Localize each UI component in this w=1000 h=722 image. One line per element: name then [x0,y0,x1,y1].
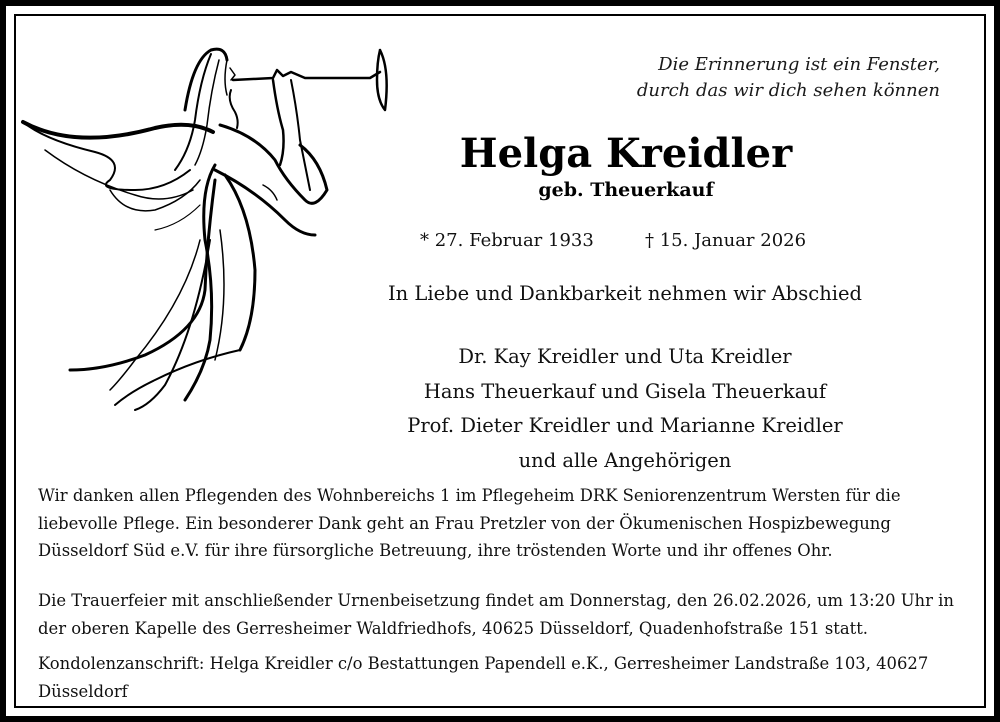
memorial-quote [637,52,940,104]
ceremony-paragraph [38,587,968,642]
quote-line-1: Die Erinnerung ist ein Fenster, [658,54,940,75]
thanks-line: liebevolle Pflege. Ein besonderer Dank geht an Frau Pretzler von der Ökumenischen Hospizbewegung [38,513,891,533]
quote-line-2: durch das wir dich sehen können [636,80,940,101]
mourner-line: und alle Angehörigen [518,448,732,472]
death-date: † 15. Januar 2026 [645,230,807,251]
thanks-line: Düsseldorf Süd e.V. für ihre fürsorgliche Betreuung, ihre tröstenden Worte und ihr offenes Ohr. [38,541,833,560]
thanks-paragraph [38,482,968,565]
ceremony-line: der oberen Kapelle des Gerresheimer Waldfriedhofs, 40625 Düsseldorf, Quadenhofstraße 151 statt. [38,618,868,638]
mourner-line: Prof. Dieter Kreidler und Marianne Kreidler [407,414,843,437]
deceased-name: Helga Kreidler [459,130,793,177]
maiden-name: geb. Theuerkauf [538,179,714,201]
mourners-list [330,340,920,478]
condolence-address [38,650,968,705]
condolence-line: Kondolenzanschrift: Helga Kreidler c/o Bestattungen Papendell e.K., Gerresheimer Landstraße 103, 40627 [38,654,929,673]
mourner-line: Hans Theuerkauf und Gisela Theuerkauf [423,379,827,403]
birth-date: * 27. Februar 1933 [420,230,594,251]
farewell-statement: In Liebe und Dankbarkeit nehmen wir Abschied [387,282,863,305]
thanks-line: Wir danken allen Pflegenden des Wohnbereichs 1 im Pflegeheim DRK Seniorenzentrum Wersten für die [38,486,901,505]
mourner-line: Dr. Kay Kreidler und Uta Kreidler [458,345,792,368]
ceremony-line: Die Trauerfeier mit anschließender Urnenbeisetzung findet am Donnerstag, den 26.02.2026, um 13:20 Uhr in [38,591,954,610]
condolence-line: Düsseldorf [38,681,128,701]
